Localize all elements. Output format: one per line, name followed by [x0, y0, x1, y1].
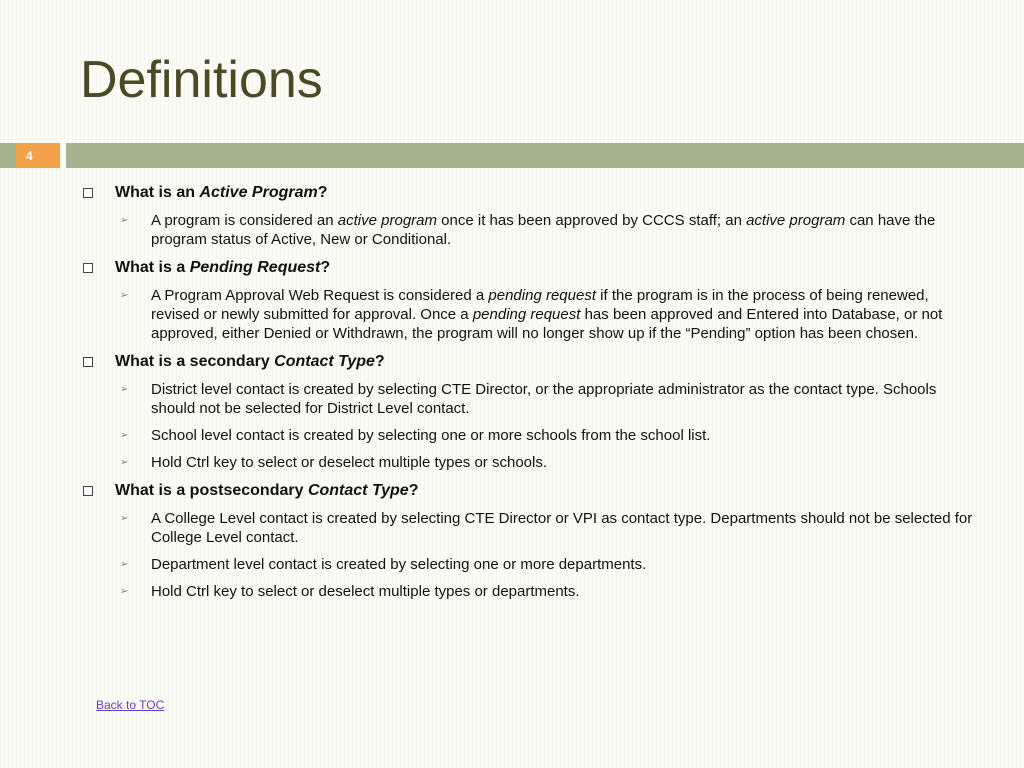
arrow-bullet-icon: ➢ [120, 290, 129, 301]
band-right-segment [66, 143, 1024, 168]
question-term: Contact Type [274, 353, 375, 370]
answer-text: Department level contact is created by selecting one or more departments. [151, 556, 647, 573]
answer-text: School level contact is created by selecting one or more schools from the school list. [151, 427, 711, 444]
square-bullet-icon [83, 357, 93, 367]
question-mark: ? [408, 482, 419, 499]
question-term: Pending Request [189, 259, 321, 276]
answer-text: Hold Ctrl key to select or deselect multiple types or departments. [151, 583, 580, 600]
answer-item [80, 582, 980, 601]
question-text: What is a secondary [115, 353, 275, 370]
arrow-bullet-icon: ➢ [120, 513, 129, 524]
answer-text: A Program Approval Web Request is considered a [151, 287, 489, 304]
answer-text: Hold Ctrl key to select or deselect multiple types or schools. [151, 454, 547, 471]
question-term: Contact Type [307, 482, 409, 499]
answer-text: if the program is in the process of being renewed, revised or newly submitted for approval. Once a [151, 287, 929, 323]
title-divider-band [0, 143, 1024, 168]
answer-term: pending request [488, 287, 596, 304]
arrow-bullet-icon: ➢ [120, 586, 129, 597]
arrow-bullet-icon: ➢ [120, 559, 129, 570]
question-item [80, 480, 980, 501]
question-mark: ? [320, 259, 331, 276]
question-text: What is a postsecondary [115, 482, 308, 499]
slide-title: Definitions [80, 51, 323, 109]
answer-item [80, 453, 980, 472]
arrow-bullet-icon: ➢ [120, 430, 129, 441]
question-text: What is a [115, 259, 190, 276]
answer-text: has been approved and Entered into Database, or not approved, either Denied or Withdrawn, the program will no longer show up if the “Pending” option has been chosen. [151, 306, 943, 342]
slide-number: 4 [16, 143, 60, 168]
answer-item [80, 509, 980, 547]
question-term: Active Program [199, 184, 318, 201]
question-text: What is an [115, 184, 200, 201]
square-bullet-icon [83, 486, 93, 496]
answer-term: active program [337, 212, 437, 229]
square-bullet-icon [83, 263, 93, 273]
question-item [80, 182, 980, 203]
answer-term: active program [746, 212, 846, 229]
arrow-bullet-icon: ➢ [120, 457, 129, 468]
question-mark: ? [374, 353, 385, 370]
question-item [80, 351, 980, 372]
band-left-segment [0, 143, 16, 168]
answer-term: pending request [472, 306, 581, 323]
answer-item [80, 211, 980, 249]
answer-item [80, 286, 980, 343]
arrow-bullet-icon: ➢ [120, 215, 129, 226]
answer-text: can have the program status of Active, New or Conditional. [151, 212, 936, 248]
question-item [80, 257, 980, 278]
answer-text: A College Level contact is created by selecting CTE Director or VPI as contact type. Departments should not be selected for College Level contact. [151, 510, 973, 546]
answer-item [80, 555, 980, 574]
answer-text: once it has been approved by CCCS staff; an [437, 212, 747, 229]
question-mark: ? [317, 184, 328, 201]
answer-text: District level contact is created by selecting CTE Director, or the appropriate administrator as the contact type. Schools should not be selected for District Level contact. [151, 381, 937, 417]
back-to-toc-link[interactable]: Back to TOC [96, 698, 165, 712]
answer-item [80, 426, 980, 445]
answer-item [80, 380, 980, 418]
square-bullet-icon [83, 188, 93, 198]
answer-text: A program is considered an [151, 212, 338, 229]
definitions-list [80, 182, 980, 609]
arrow-bullet-icon: ➢ [120, 384, 129, 395]
